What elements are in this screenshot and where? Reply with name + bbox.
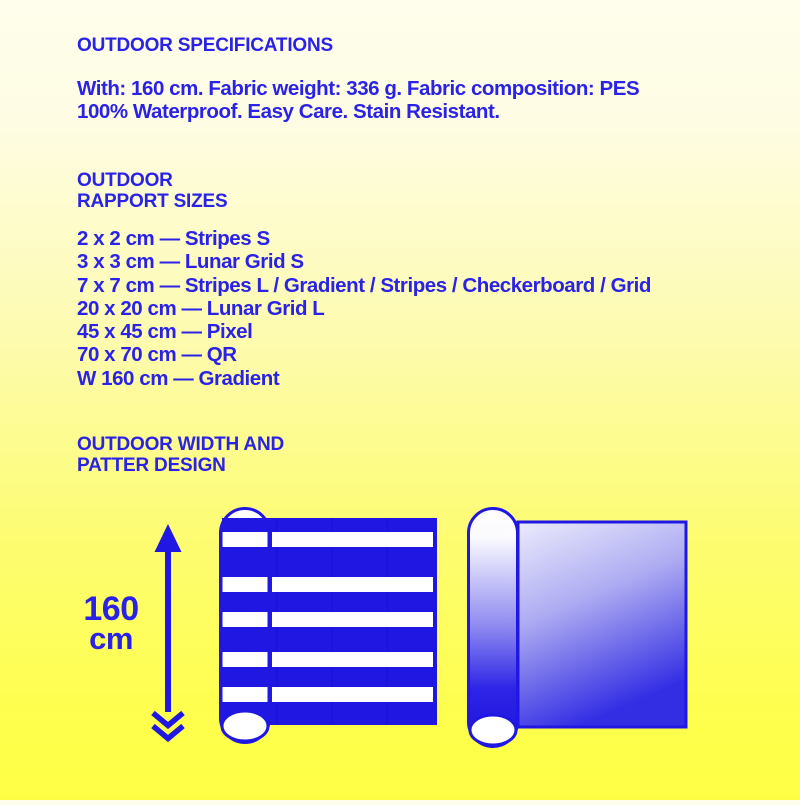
specifications-body-line: With: 160 cm. Fabric weight: 336 g. Fabric composition: PES <box>77 77 640 100</box>
rapport-size-item: 3 x 3 cm — Lunar Grid S <box>77 250 304 274</box>
gradient-roll-cylinder <box>469 509 518 747</box>
specifications-heading: OUTDOOR SPECIFICATIONS <box>77 35 333 56</box>
rapport-size-item: 45 x 45 cm — Pixel <box>77 320 253 344</box>
arrow-head-up <box>155 524 182 552</box>
rapport-sizes-heading-line: OUTDOOR <box>77 170 173 191</box>
vertical-double-arrow-icon <box>153 524 183 739</box>
striped-fabric-roll <box>221 509 438 743</box>
rapport-sizes-list <box>77 227 651 390</box>
rapport-size-item: 2 x 2 cm — Stripes S <box>77 227 270 250</box>
rapport-size-item: 7 x 7 cm — Stripes L / Gradient / Stripes / Checkerboard / Grid <box>77 273 651 297</box>
fabric-width-value: 160 <box>83 590 139 628</box>
striped-roll-end-ellipse <box>222 711 268 741</box>
diagram-canvas <box>0 500 800 800</box>
rapport-size-item: 20 x 20 cm — Lunar Grid L <box>77 296 325 320</box>
rapport-sizes-heading-line: RAPPORT SIZES <box>77 191 228 212</box>
gradient-sheet <box>518 522 686 727</box>
arrow-shaft <box>165 550 171 712</box>
specifications-body <box>77 78 639 123</box>
width-pattern-heading <box>77 434 284 476</box>
rapport-size-item: W 160 cm — Gradient <box>77 366 280 390</box>
arrow-chevron-down <box>153 713 183 726</box>
rapport-sizes-heading <box>77 170 227 212</box>
width-pattern-heading-line: PATTER DESIGN <box>77 455 226 476</box>
rapport-size-item: 70 x 70 cm — QR <box>77 343 237 367</box>
gradient-fabric-roll <box>469 509 687 747</box>
fabric-width-unit: cm <box>89 621 133 656</box>
specifications-body-line: 100% Waterproof. Easy Care. Stain Resistant. <box>77 99 500 123</box>
width-pattern-heading-line: OUTDOOR WIDTH AND <box>77 434 284 455</box>
striped-roll-cylinder-body <box>222 518 268 741</box>
width-pattern-diagram <box>0 500 800 800</box>
gradient-roll-end-ellipse <box>470 715 516 745</box>
